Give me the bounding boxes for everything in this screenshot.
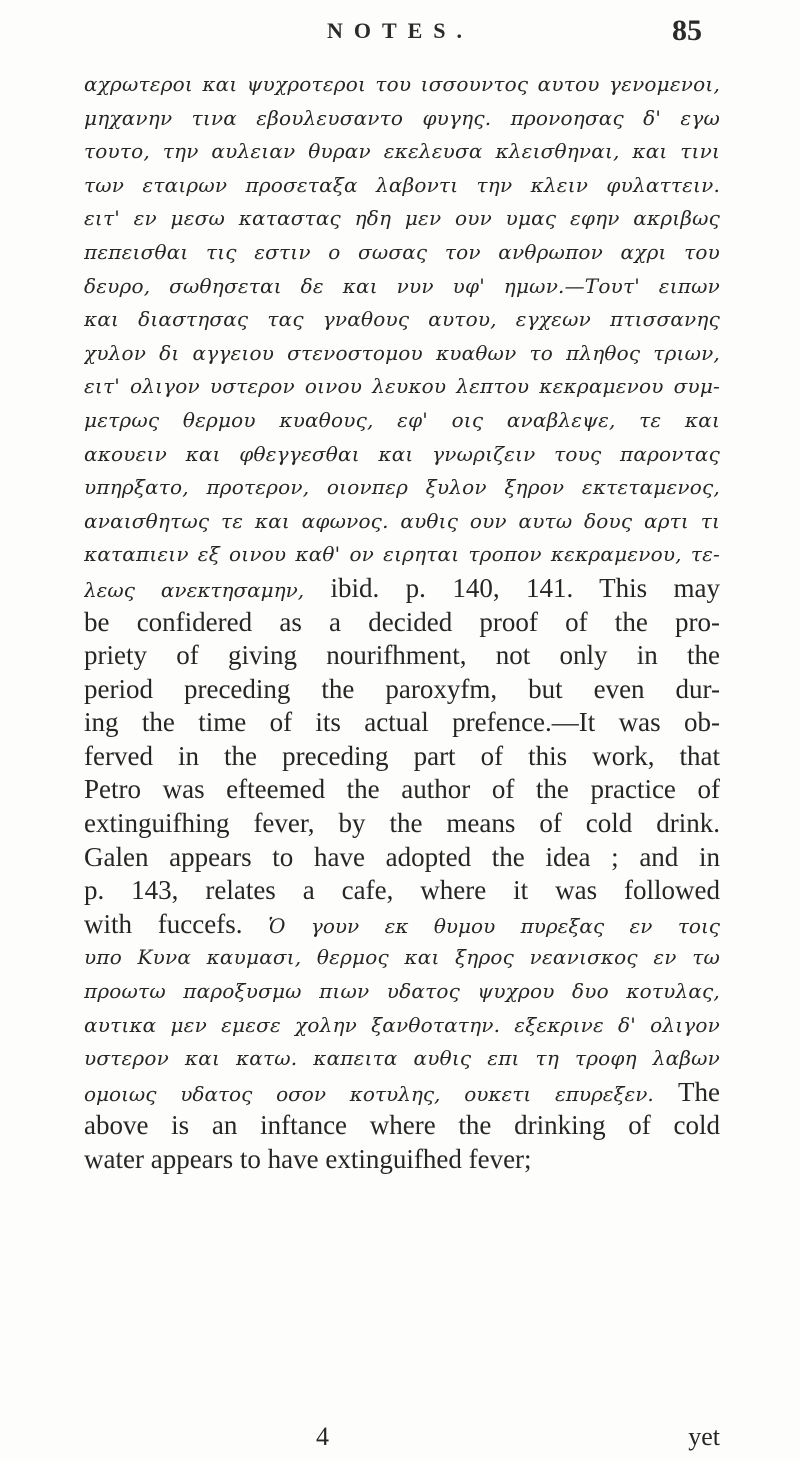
greek-segment: ομοιως υδατος οσον κοτυλης, ουκετι επυρεξεν.: [84, 1081, 654, 1106]
text-line: μηχανην τινα εβουλευσαντο φυγης. προνοησας δ' εγω: [84, 105, 720, 130]
text-line: water appears to have extinguifhed fever;: [84, 1144, 532, 1174]
text-line: χυλον δι αγγειου στενοστομου κυαθων το πληθος τριων,: [84, 340, 720, 365]
text-line: αναισθητως τε και αφωνος. αυθις ουν αυτω δους αρτι τι: [84, 508, 720, 533]
text-line: [84, 1076, 720, 1110]
text-line: be confidered as a decided proof of the pro-: [84, 606, 720, 637]
greek-segment: Ὁ γουν εκ θυμου πυρεξας εν τοις: [268, 913, 720, 938]
text-line: Petro was efteemed the author of the practice of: [84, 774, 720, 805]
text-line: period preceding the paroxyfm, but even dur-: [84, 673, 720, 704]
latin-segment: ibid. p. 140, 141. This may: [304, 572, 720, 603]
text-line: ειτ' εν μεσω καταστας ηδη μεν ουν υμας εφην ακριβως: [84, 206, 720, 231]
notes-body-text: [84, 68, 720, 1177]
running-head-title: NOTES.: [326, 18, 474, 43]
text-line: προωτω παροξυσμω πιων υδατος ψυχρου δυο κοτυλας,: [84, 979, 720, 1004]
signature-mark: 4: [316, 1422, 329, 1451]
text-line: ing the time of its actual prefence.—It was ob-: [84, 707, 720, 738]
text-line: τουτο, την αυλειαν θυραν εκελευσα κλεισθηναι, και τινι: [84, 139, 720, 164]
running-head: [0, 14, 800, 58]
page-number: 85: [672, 14, 702, 47]
text-line: καταπιειν εξ οινου καθ' ον ειρηται τροπον κεκραμενου, τε-: [84, 542, 720, 567]
catchword: yet: [688, 1422, 720, 1451]
latin-segment: The: [653, 1076, 720, 1107]
text-line: ferved in the preceding part of this work, that: [84, 740, 720, 771]
text-line: αχρωτεροι και ψυχροτεροι του ισσουντος αυτου γενομενοι,: [84, 72, 720, 96]
text-line: Galen appears to have adopted the idea ; and in: [84, 841, 720, 872]
latin-segment: with fuccefs.: [84, 908, 269, 939]
text-line: above is an inftance where the drinking of cold: [84, 1110, 720, 1141]
text-line: extinguifhing fever, by the means of cold drink.: [84, 808, 720, 839]
text-line: των εταιρων προσεταξα λαβοντι την κλειν φυλαττειν.: [84, 172, 720, 197]
text-line: p. 143, relates a cafe, where it was followed: [84, 875, 720, 906]
text-line: υστερον και κατω. καπειτα αυθις επι τη τροφη λαβων: [84, 1046, 720, 1071]
text-line: ακουειν και φθεγγεσθαι και γνωριζειν τους παροντας: [84, 441, 720, 466]
text-line: priety of giving nourifhment, not only in the: [84, 640, 720, 671]
text-line: μετρως θερμου κυαθους, εφ' οις αναβλεψε, τε και: [84, 407, 720, 432]
text-line: υπηρξατο, προτερον, οιονπερ ξυλον ξηρον εκτεταμενος,: [84, 475, 720, 500]
text-line: [84, 908, 720, 942]
page-footer: [84, 1422, 720, 1454]
text-line: πεπεισθαι τις εστιν ο σωσας τον ανθρωπον αχρι του: [84, 239, 720, 264]
text-line: δευρο, σωθησεται δε και νυν υφ' ημων.—Τουτ' ειπων: [84, 273, 720, 298]
text-line: ειτ' ολιγον υστερον οινου λευκου λεπτου κεκραμενου συμ-: [84, 374, 720, 399]
greek-segment: λεως ανεκτησαμην,: [84, 577, 305, 602]
text-line: αυτικα μεν εμεσε χολην ξανθοτατην. εξεκρινε δ' ολιγον: [84, 1012, 720, 1037]
text-line: [84, 572, 720, 606]
text-line: και διαστησας τας γναθους αυτου, εγχεων πτισσανης: [84, 307, 720, 332]
text-line: υπο Κυνα καυμασι, θερμος και ξηρος νεανισκος εν τω: [84, 945, 720, 970]
